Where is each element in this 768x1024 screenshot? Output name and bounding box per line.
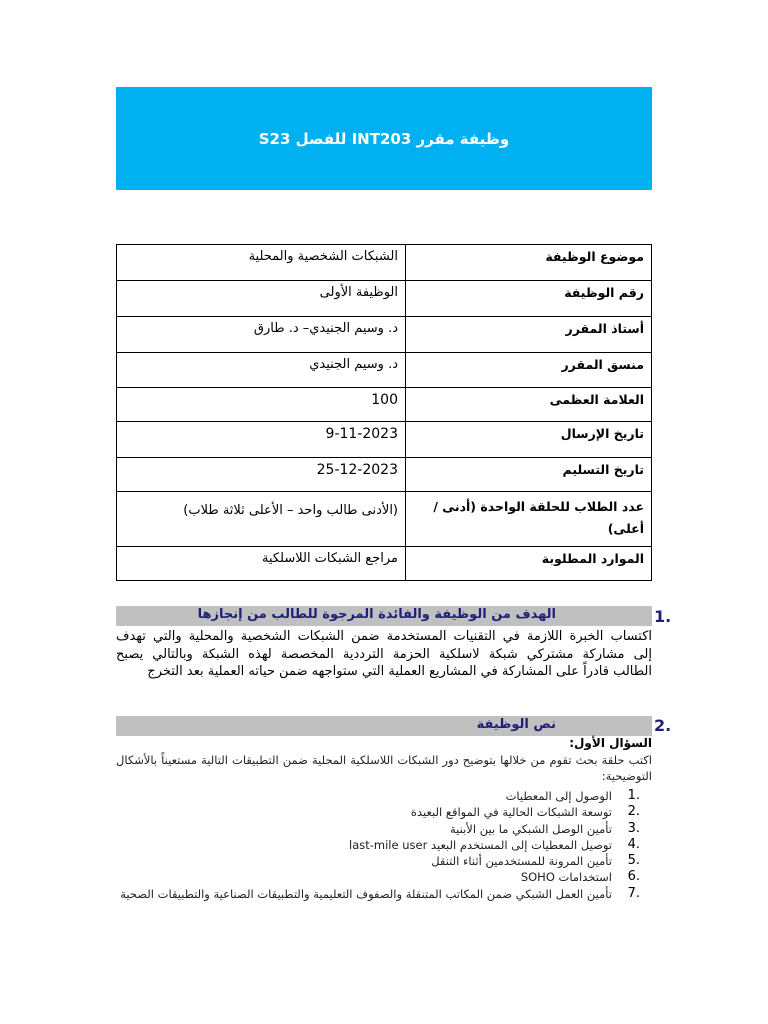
- list-number: 3.: [627, 820, 640, 836]
- list-text: توصيل المعطيات إلى المستخدم البعيد last-mile user: [349, 837, 612, 852]
- row-label: العلامة العظمى: [406, 388, 652, 422]
- section-1-heading-bar: [116, 606, 652, 626]
- row-label: عدد الطلاب للحلقة الواحدة (أدنى / أعلى): [406, 492, 652, 547]
- table-row: [117, 353, 652, 388]
- paragraph-line: اكتساب الخبرة اللازمة في التقنيات المستخدمة ضمن الشبكات الشخصية والمحلية والتي تهدف: [116, 629, 652, 644]
- assignment-info-table: [116, 244, 652, 581]
- table-row: [117, 492, 652, 547]
- list-text: تأمين المرونة للمستخدمين أثناء التنقل: [431, 854, 612, 869]
- list-text: تأمين الوصل الشبكي ما بين الأبنية: [450, 821, 612, 836]
- section-1-heading: الهدف من الوظيفة والفائدة المرجوة للطالب من إنجازها: [197, 607, 556, 622]
- section-2-number: 2.: [654, 716, 672, 735]
- application-list: [116, 788, 652, 902]
- table-row: [117, 388, 652, 422]
- list-text: الوصول إلى المعطيات: [505, 789, 612, 803]
- row-label: موضوع الوظيفة: [406, 245, 652, 281]
- list-item: [116, 788, 652, 804]
- table-row: [117, 547, 652, 581]
- row-value: د. وسيم الجنيدي– د. طارق: [117, 317, 406, 353]
- paragraph-line: الطالب قادراً على المشاركة في المشاريع العملية التي ستواجهه ضمن حياته العملية بعد التخرج: [147, 664, 652, 679]
- list-item: [116, 821, 652, 837]
- list-number: 1.: [627, 788, 640, 803]
- row-label: منسق المقرر: [406, 353, 652, 388]
- row-value: مراجع الشبكات اللاسلكية: [117, 547, 406, 581]
- question-title: السؤال الأول:: [569, 736, 652, 750]
- title-banner: [116, 87, 652, 190]
- list-item: [116, 869, 652, 885]
- list-number: 5.: [627, 853, 640, 869]
- row-label: رقم الوظيفة: [406, 281, 652, 317]
- list-text: تأمين العمل الشبكي ضمن المكاتب المتنقلة والصفوف التعليمية والتطبيقات الصناعية والتطبيقات الصحية: [120, 886, 612, 901]
- list-item: [116, 853, 652, 869]
- question-intro: اكتب حلقة بحث تقوم من خلالها بتوضيح دور الشبكات اللاسلكية المحلية ضمن التطبيقات التالية مستعيناً بالأشكال التوضيحية:: [116, 753, 652, 783]
- document-title: وظيفة مقرر INT203 للفصل S23: [258, 129, 510, 148]
- list-number: 4.: [627, 836, 640, 852]
- list-text: استخدامات SOHO: [520, 870, 612, 885]
- table-row: [117, 422, 652, 458]
- row-value: الوظيفة الأولى: [117, 281, 406, 317]
- section-1-number: 1.: [654, 607, 672, 626]
- table-row: [117, 281, 652, 317]
- list-item: [116, 804, 652, 820]
- table-row: [117, 245, 652, 281]
- row-label: أستاذ المقرر: [406, 317, 652, 353]
- row-value: 25-12-2023: [117, 458, 406, 492]
- row-value: 100: [117, 388, 406, 422]
- row-label: الموارد المطلوبة: [406, 547, 652, 581]
- section-2-heading: نص الوظيفة: [476, 717, 556, 732]
- row-value: (الأدنى طالب واحد – الأعلى ثلاثة طلاب): [117, 492, 406, 547]
- list-number: 6.: [627, 869, 640, 885]
- list-text: توسعة الشبكات الحالية في المواقع البعيدة: [410, 805, 612, 820]
- row-value: د. وسيم الجنيدي: [117, 353, 406, 388]
- table-row: [117, 458, 652, 492]
- section-2-heading-bar: [116, 716, 652, 736]
- list-item: [116, 886, 652, 902]
- table-row: [117, 317, 652, 353]
- row-value: الشبكات الشخصية والمحلية: [117, 245, 406, 281]
- row-value: 9-11-2023: [117, 422, 406, 458]
- row-label: تاريخ التسليم: [406, 458, 652, 492]
- list-number: 7.: [627, 885, 640, 901]
- list-number: 2.: [627, 804, 640, 820]
- paragraph-line: إلى مشاركة مشتركي شبكة لاسلكية الحزمة الترددية المخصصة لهذه الشبكة وبالتالي يصبح: [116, 646, 652, 662]
- row-label: تاريخ الإرسال: [406, 422, 652, 458]
- section-1-paragraph: [116, 628, 652, 681]
- list-item: [116, 837, 652, 853]
